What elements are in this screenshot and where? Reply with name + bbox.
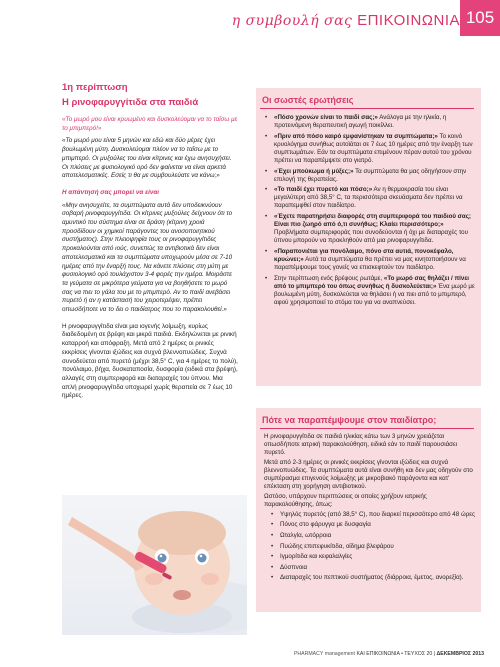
footer-date: ΔΕΚΕΜΒΡΙΟΣ 2013 [436, 651, 484, 657]
list-item: • Ιγμορίτιδα και κεφαλαλγίες [270, 553, 475, 561]
article-question: «Το μωρό μου είναι 5 μηνών και εδώ και δύο μέρες έχει βουλωμένη μύτη. Δυσκολεύομαι πλέον να το ταΐσω με το μπιμπερό. Οι μυξούλες του είναι κίτρινες και έχω ανησυχήσει. Οι πλύσεις με φυσιολογικό ορό δεν φαίνεται να είναι αρκετά αποτελεσματικές. Εσείς τι θα με συμβουλεύατε να κάνω;» [62, 137, 232, 180]
list-item: • «Έχει μπούκωμα ή μύξες;» Τα συμπτώματα θα μας οδηγήσουν στην επιλογή της θεραπείας. [264, 168, 475, 184]
section-title [226, 12, 460, 29]
baby-photo [62, 495, 247, 635]
article-body: Η ρινοφαρυγγίτιδα είναι μια ιογενής λοίμωξη, κυρίως διαδεδομένη σε βρέφη και μικρά παιδιά. Εκδηλώνεται με ρινική καταρροή και απόφραξη. Μετά από 2 ημέρες οι ρινικές εκκρίσεις γίνονται ιξώδεις και συχνά βλεννοπυώδεις. Συχνά συνοδεύεται από πυρετό (μέχρι 38,5° C, για 4 ημέρες το πολύ), πονόλαιμο, βήχα, δυσκαταποσία, δυσφορία (ειδικά στα βρέφη), αλλαγές στη συμπεριφορά και διαταραχές του ύπνου. Μια απλή ρινοφαρυγγίτιδα υποχωρεί χωρίς θεραπεία σε 7 έως 10 ημέρες. [62, 322, 238, 400]
list-item: • «Πριν από πόσο καιρό εμφανίστηκαν τα συμπτώματα;» Το κοινό κρυολόγημα συνήθως αυτοϊάται σε 7 έως 10 ημέρες από την έναρξη των συμπτωμάτων. Εάν τα συμπτώματα επιμένουν πέραν αυτού του χρόνου πρέπει να παραπέμψετε στο γιατρό. [264, 133, 475, 165]
list-item: • Διαταραχές του πεπτικού συστήματος (διάρροια, έμετος, ανορεξία). [270, 574, 475, 582]
section-prefix: η συμβουλή σας [231, 13, 353, 29]
list-item: • Πυώδης επιπεφυκίτιδα, οίδημα βλεφάρου [270, 543, 475, 551]
list-item: • «Το παιδί έχει πυρετό και πόσο;» Αν η θερμοκρασία του είναι μεγαλύτερη από 38,5° C, τα περισσότερα σκευάσματα δεν πρέπει να παραπεμφθεί στον παιδίατρο. [264, 186, 475, 210]
referral-list [270, 511, 475, 583]
correct-questions-box [256, 88, 481, 386]
list-item: • «Πόσο χρονών είναι το παιδί σας;» Ανάλογα με την ηλικία, η προτεινόμενη θεραπευτική αγωγή ποικίλλει. [264, 114, 475, 130]
footer-issue: ΚΑΙ ΕΠΙΚΟΙΝΩΝΙΑ • ΤΕΥΧΟΣ 20 | [356, 651, 436, 657]
page-number: 105 [460, 0, 500, 36]
referral-text [264, 433, 475, 509]
questions-list [264, 114, 475, 307]
list-item: • Στην περίπτωση ενός βρέφους ρωτάμε, «Το μωρό σας θηλάζει / πίνει από το μπιμπερό του όπως συνήθως ή δυσκολεύεται;» Ένα μωρό με βουλωμένη μύτη, δυσκολεύεται να θηλάσει ή να πιει από το μπιμπερό, αφού χρησιμοποιεί το στόμα του για να αναπνεύσει. [264, 275, 475, 307]
article-quote: «Το μωρό μου είναι κρυωμένο και δυσκολεύομαι να το ταΐσω με το μπιμπερό!» [62, 116, 238, 132]
journal-name: PHARMACY management [293, 651, 355, 657]
page-footer [196, 651, 484, 657]
section-name: ΕΠΙΚΟΙΝΩΝΙΑ [357, 12, 460, 29]
answer-text: «Μην ανησυχείτε, τα συμπτώματα αυτά δεν υποδεικνύουν σοβαρή ρινοφαρυγγίτιδα. Οι κίτρινες μυξούλες δείχνουν ότι το αμυντικό του σύστημα είναι σε δράση (κίτρινη χροιά προσδίδουν οι χημικοί παράγοντες του ανοσοποιητικού συστήματος). Στην πλειοψηφία τους οι ρινοφαρυγγίτιδες προκαλούνται από ιούς, συνεπώς τα αντιβιοτικά δεν είναι αποτελεσματικά και τα συμπτώματα υποχωρούν μέσα σε 7-10 ημέρες από την έναρξή τους. Να κάνετε πλύσεις στη μύτη με φυσιολογικό ορό τουλάχιστον 3-4 φορές την ημέρα. Μοιράστε τα γεύματα σε μικρότερα γεύματα για να βοηθήσετε το μωρό σας να πιει το γάλα του με το μπιμπερό. Αν το παιδί ανεβάσει πυρετό ή αν η κατάστασή του χειροτερέψει, πρέπει οπωσδήποτε να το δει ο παιδίατρος που το παρακολουθεί.» [62, 201, 233, 314]
answer-heading: Η απάντησή σας μπορεί να είναι [62, 188, 159, 196]
case-label: 1η περίπτωση [62, 82, 128, 93]
paragraph: Η ρινοφαρυγγίτιδα σε παιδιά ηλικίας κάτω των 3 μηνών χρειάζεται οπωσδήποτε ιατρική παρακολούθηση, ειδικά εάν το παιδί παρουσιάσει πυρετό. [264, 433, 458, 457]
baby-nasal-aspirator-illustration [62, 495, 247, 635]
list-item: • Ωταλγία, ωτόρροια [270, 532, 475, 540]
box-heading: Οι σωστές ερωτήσεις [260, 94, 474, 109]
referral-box [256, 408, 481, 612]
list-item: • Υψηλός πυρετός (από 38,5° C), που διαρκεί περισσότερο από 48 ώρες [270, 511, 475, 519]
section-header [230, 12, 462, 34]
list-item: • «Έχετε παρατηρήσει διαφορές στη συμπεριφορά του παιδιού σας; Είναι πιο ζωηρό από ό,τι συνήθως; Κλαίει περισσότερο;» Προβλήματα συμπεριφοράς που συνοδεύονται ή όχι με διαταραχές του ύπνου μπορούν να προκληθούν από μια ρινοφαρυγγίτιδα. [264, 213, 475, 245]
article-column [62, 82, 238, 405]
box-heading: Πότε να παραπέμψουμε στον παιδίατρο; [260, 414, 474, 429]
list-item: • Πόνος στο φάρυγγα με δυσφαγία [270, 521, 475, 529]
paragraph: Ωστόσο, υπάρχουν περιπτώσεις οι οποίες χρήζουν ιατρικής παρακολούθησης, όπως: [264, 492, 427, 508]
list-item: • Δύσπνοια [270, 564, 475, 572]
list-item: • «Παραπονιέται για πονόλαιμο, πόνο στα αυτιά, πονοκέφαλο, κρυώνει;» Αυτά τα συμπτώματα θα πρέπει να μας κινητοποιήσουν να παραπέμψουμε τους γονείς να επισκεφτούν τον παιδίατρο. [264, 248, 475, 272]
article-title: Η ρινοφαρυγγίτιδα στα παιδιά [62, 97, 199, 108]
paragraph: Μετά από 2-3 ημέρες οι ρινικές εκκρίσεις γίνονται ιξώδεις και συχνά βλεννοπυώδεις. Τα συμπτώματα αυτά είναι συνήθη και δεν μας οδηγούν στο συμπέρασμα επιγενούς λοίμωξης με μικροβιακό παράγοντα και κατ' επέκταση στη χορήγηση αντιβιοτικού. [264, 458, 473, 491]
